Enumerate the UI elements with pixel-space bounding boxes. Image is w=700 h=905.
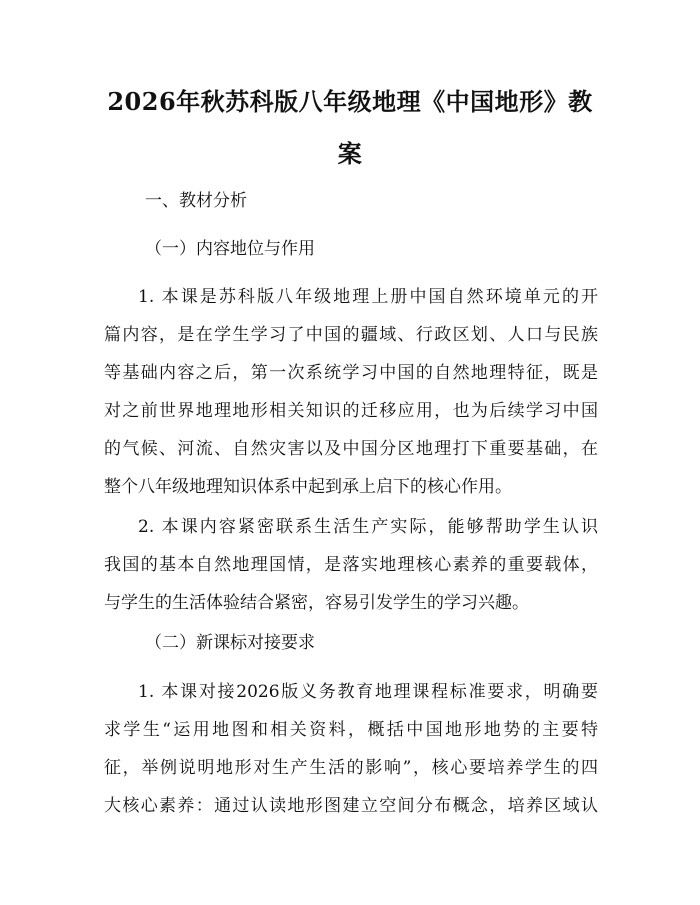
- document-title: [92, 76, 608, 180]
- paragraph-life-connection: [104, 508, 598, 622]
- title-line-2: 案: [337, 139, 363, 168]
- paragraph-line: 求学生“运用地图和相关资料，概括中国地形地势的主要特: [104, 720, 598, 740]
- paragraph-line: 1. 本课是苏科版八年级地理上册中国自然环境单元的开: [138, 287, 598, 307]
- paragraph-curriculum-requirements: [104, 673, 598, 825]
- title-line-1: 2026年秋苏科版八年级地理《中国地形》教: [107, 87, 593, 116]
- paragraph-line: 我国的基本自然地理国情，是落实地理核心素养的重要载体，: [104, 555, 598, 575]
- paragraph-line: 与学生的生活体验结合紧密，容易引发学生的学习兴趣。: [104, 593, 529, 613]
- subsection-heading-content-role: （一）内容地位与作用: [145, 239, 315, 259]
- section-heading-materials-analysis: 一、教材分析: [145, 191, 247, 211]
- paragraph-line: 等基础内容之后，第一次系统学习中国的自然地理特征，既是: [104, 363, 598, 383]
- paragraph-line: 征，举例说明地形对生产生活的影响”，核心要培养学生的四: [104, 758, 598, 778]
- paragraph-line: 1. 本课对接2026版义务教育地理课程标准要求，明确要: [138, 682, 598, 702]
- paragraph-line: 整个八年级地理知识体系中起到承上启下的核心作用。: [104, 477, 512, 497]
- paragraph-content-position: [104, 278, 598, 506]
- paragraph-line: 的气候、河流、自然灾害以及中国分区地理打下重要基础，在: [104, 439, 598, 459]
- subsection-heading-curriculum-standards: （二）新课标对接要求: [145, 633, 315, 653]
- paragraph-line: 对之前世界地理地形相关知识的迁移应用，也为后续学习中国: [104, 401, 598, 421]
- paragraph-line: 大核心素养：通过认读地形图建立空间分布概念，培养区域认: [104, 796, 598, 816]
- paragraph-line: 2. 本课内容紧密联系生活生产实际，能够帮助学生认识: [138, 517, 598, 537]
- paragraph-line: 篇内容，是在学生学习了中国的疆域、行政区划、人口与民族: [104, 325, 598, 345]
